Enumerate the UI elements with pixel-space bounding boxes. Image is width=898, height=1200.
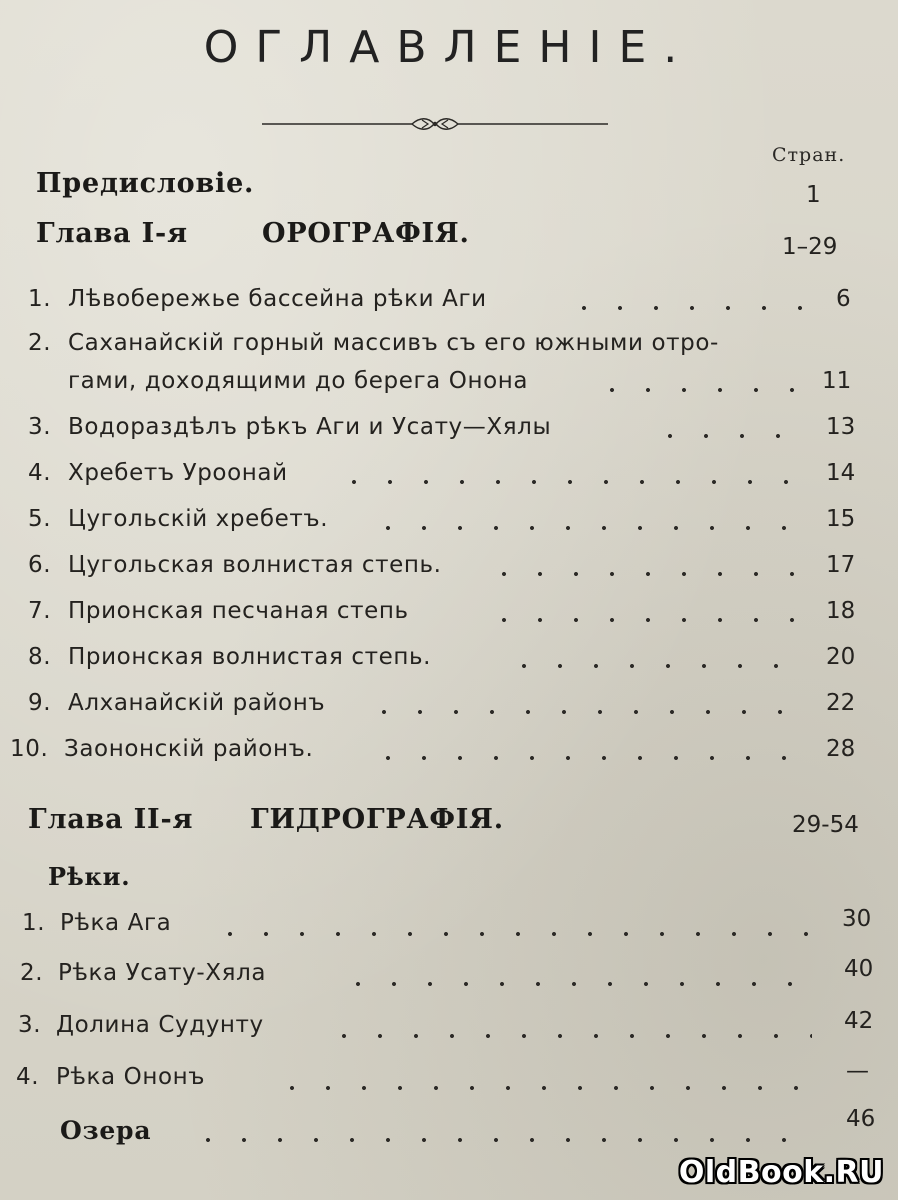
item-label: Цугольскій хребетъ.: [68, 506, 329, 532]
item-label: Рѣка Ононъ: [56, 1064, 206, 1090]
item-page: —: [846, 1058, 869, 1084]
toc-item: [0, 286, 898, 330]
leader-dots: [190, 1138, 814, 1142]
lakes-label: Озера: [60, 1116, 152, 1145]
ornament-divider: [262, 112, 608, 136]
toc-item: [0, 506, 898, 550]
item-number: 4.: [28, 460, 52, 486]
item-number: 3.: [18, 1012, 42, 1038]
item-page: 15: [826, 506, 856, 532]
leader-dots: [506, 664, 802, 668]
leader-dots: [366, 710, 812, 714]
item-page: 28: [826, 736, 856, 762]
item-label: Рѣка Усату-Хяла: [58, 960, 267, 986]
chapter-1-prefix: Глава I-я: [36, 218, 188, 249]
chapter-2-prefix: Глава II-я: [28, 804, 194, 835]
toc-item: [0, 644, 898, 688]
toc-item-continuation: [0, 368, 898, 412]
chapter-1-pages: 1–29: [782, 234, 838, 260]
item-label: Лѣвобережье бассейна рѣки Аги: [68, 286, 487, 312]
item-number: 6.: [28, 552, 52, 578]
item-page: 42: [844, 1008, 874, 1034]
item-number: 8.: [28, 644, 52, 670]
item-label: Прионская песчаная степь: [68, 598, 409, 624]
toc-item: [0, 1008, 898, 1056]
page-column-header: Стран.: [772, 144, 846, 166]
leader-dots: [486, 572, 812, 576]
item-page: 30: [842, 906, 872, 932]
item-number: 1.: [28, 286, 52, 312]
item-number: 9.: [28, 690, 52, 716]
leader-dots: [274, 1086, 814, 1090]
watermark-logo: OldBook.RU: [678, 1155, 884, 1190]
leader-dots: [594, 388, 810, 392]
toc-item: [0, 906, 898, 954]
leader-dots: [326, 1034, 812, 1038]
toc-chapter-1: [0, 218, 898, 262]
item-page: 13: [826, 414, 856, 440]
item-number: 2.: [28, 330, 52, 356]
rivers-subheading: [0, 862, 898, 906]
item-label: Водораздѣлъ рѣкъ Аги и Усату—Хялы: [68, 414, 552, 440]
item-page: 40: [844, 956, 874, 982]
item-number: 10.: [10, 736, 49, 762]
toc-item: [0, 690, 898, 734]
item-number: 7.: [28, 598, 52, 624]
chapter-2-title: ГИДРОГРАФІЯ.: [250, 804, 504, 835]
item-label: Саханайскій горный массивъ съ его южными отро-: [68, 330, 719, 356]
item-page: 6: [836, 286, 851, 312]
item-label: Рѣка Ага: [60, 910, 172, 936]
leader-dots: [370, 756, 812, 760]
leader-dots: [486, 618, 812, 622]
preface-page: 1: [806, 182, 821, 208]
chapter-1-title: ОРОГРАФІЯ.: [262, 218, 470, 249]
leader-dots: [566, 306, 822, 310]
item-label-continued: гами, доходящими до берега Онона: [68, 368, 529, 394]
item-page: 11: [822, 368, 852, 394]
page-title: ОГЛАВЛЕНІЕ.: [203, 22, 695, 73]
leader-dots: [370, 526, 812, 530]
item-number: 5.: [28, 506, 52, 532]
item-page: 20: [826, 644, 856, 670]
toc-item: [0, 598, 898, 642]
item-label: Долина Судунту: [56, 1012, 264, 1038]
item-label: Прионская волнистая степь.: [68, 644, 432, 670]
item-page: 22: [826, 690, 856, 716]
item-number: 3.: [28, 414, 52, 440]
toc-item: [0, 1058, 898, 1108]
rivers-heading: Рѣки.: [48, 862, 131, 891]
item-label: Хребетъ Уроонай: [68, 460, 288, 486]
leader-dots: [212, 932, 812, 936]
item-label: Заононскій районъ.: [64, 736, 314, 762]
toc-item: [0, 460, 898, 504]
toc-item: [0, 414, 898, 458]
chapter-2-pages: 29-54: [792, 812, 859, 838]
toc-chapter-2: [0, 804, 898, 848]
item-label: Цугольская волнистая степь.: [68, 552, 442, 578]
toc-item: [0, 736, 898, 780]
item-number: 2.: [20, 960, 44, 986]
leader-dots: [336, 480, 812, 484]
item-page: 14: [826, 460, 856, 486]
preface-label: Предисловіе.: [36, 168, 255, 199]
toc-item: [0, 956, 898, 1004]
toc-item: [0, 552, 898, 596]
item-page: 17: [826, 552, 856, 578]
toc-entry-lakes: [0, 1106, 898, 1160]
item-number: 4.: [16, 1064, 40, 1090]
item-label: Алханайскій районъ: [68, 690, 326, 716]
lakes-page: 46: [846, 1106, 876, 1132]
item-number: 1.: [22, 910, 46, 936]
leader-dots: [340, 982, 812, 986]
leader-dots: [652, 434, 812, 438]
item-page: 18: [826, 598, 856, 624]
toc-entry-preface: [0, 168, 898, 212]
